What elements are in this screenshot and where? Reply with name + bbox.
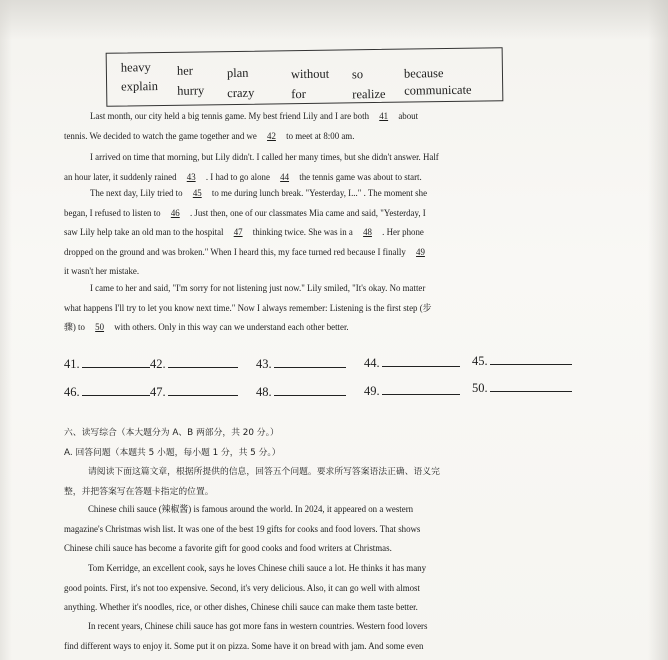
passage-text: saw Lily help take an old man to the hospital [64,227,224,237]
cloze-blank-46: 46 [170,207,180,218]
reading-text: Chinese chili sauce has become a favorite gift for good cooks and food writers at Christmas. [64,543,392,553]
answer-slot-43[interactable] [256,355,346,372]
answer-slot-44[interactable] [364,354,460,371]
section-6-header [64,424,578,502]
passage-text: began, I refused to listen to [64,207,161,218]
reading-paragraph-3 [64,617,578,656]
passage-text: to meet at 8:00 am. [286,130,355,141]
cloze-paragraph-1 [64,107,578,146]
passage-text: the tennis game was about to start. [299,171,422,182]
answer-slot-41[interactable] [64,355,150,372]
passage-text: . Her phone [382,227,424,237]
cloze-blank-42: 42 [267,130,276,141]
passage-text: an hour later, it suddenly rained [64,171,177,182]
passage-text: 骤) to [64,322,85,332]
reading-text: anything. Whether it's noodles, rice, or other dishes, Chinese chili sauce can make them taste better. [64,602,418,612]
answer-number: 45. [472,354,488,368]
cloze-blank-49: 49 [416,246,425,257]
passage-text: dropped on the ground and was broken." When I heard this, my face turned red because I finally [64,246,406,257]
answer-number: 43. [256,357,272,371]
reading-text: magazine's Christmas wish list. It was one of the best 19 gifts for cooks and food lovers. That shows [64,523,421,534]
passage-text: what happens I'll try to let you know next time." Now I always remember: Listening is the first step (步 [64,302,432,313]
word-bank-word: for [291,86,306,102]
passage-text: with others. Only in this way can we understand each other better. [114,322,349,332]
part-a-title: A. 回答问题（本题共 5 小题，每小题 1 分，共 5 分。） [64,447,281,458]
answer-number: 47. [150,385,166,399]
passage-text: I came to her and said, "I'm sorry for not listening just now." Lily smiled, "It's okay. No matter [90,283,426,293]
passage-text: The next day, Lily tried to [90,188,183,198]
reading-text: find different ways to enjoy it. Some put it on pizza. Some have it on bread with jam. And some even [64,640,424,651]
cloze-blank-48: 48 [363,227,372,237]
reading-paragraph-1 [64,500,578,559]
word-bank-word: heavy [120,60,151,75]
reading-text: good points. First, it's not too expensive. Second, it's very delicious. Also, it can go well with almost [64,582,420,593]
passage-text: about [398,111,419,121]
page-shadow-top [0,0,668,40]
answer-number: 46. [64,385,80,399]
cloze-blank-50: 50 [95,322,105,332]
passage-text: . I had to go alone [205,171,270,182]
answer-slot-50[interactable] [472,379,572,396]
reading-text: Tom Kerridge, an excellent cook, says he loves Chinese chili sauce a lot. He thinks it has many [88,563,427,573]
cloze-blank-44: 44 [280,171,290,182]
answer-slot-45[interactable] [472,352,572,369]
word-bank-word: realize [352,86,386,102]
word-bank-word: explain [121,79,159,94]
passage-text: . Just then, one of our classmates Mia came and said, "Yesterday, I [189,207,426,218]
instruction-text: 请阅读下面这篇文章，根据所提供的信息，回答五个问题。要求所写答案语法正确、语义完 [88,467,440,477]
word-bank-box [106,47,504,107]
passage-text: to me during lunch break. "Yesterday, I..." . The moment she [211,188,428,198]
reading-paragraph-2 [64,559,578,618]
answer-slot-49[interactable] [364,382,460,399]
reading-text: Chinese chili sauce (辣椒酱) is famous around the world. In 2024, it appeared on a western [88,504,414,514]
answer-slot-48[interactable] [256,383,346,400]
cloze-blank-41: 41 [379,111,389,121]
answer-number: 42. [150,357,166,371]
answer-number: 50. [472,381,488,395]
passage-text: it wasn't her mistake. [64,266,140,276]
section-title: 六、读写综合（本大题分为 A、B 两部分，共 20 分。） [64,428,279,438]
answer-number: 41. [64,357,80,371]
page-shadow-left [0,0,12,660]
word-bank-word: because [403,66,444,81]
cloze-paragraph-3 [64,184,578,282]
cloze-blank-47: 47 [233,227,243,237]
passage-text: tennis. We decided to watch the game together and we [64,130,257,141]
cloze-blank-43: 43 [186,171,196,182]
answer-slot-42[interactable] [150,355,238,372]
word-bank-word: hurry [177,83,205,98]
passage-text: Last month, our city held a big tennis game. My best friend Lily and I are both [90,111,370,121]
word-bank-word: without [290,66,330,82]
word-bank-word: so [351,67,364,82]
cloze-paragraph-4 [64,279,578,338]
reading-text: In recent years, Chinese chili sauce has got more fans in western countries. Western food lovers [88,621,428,631]
answer-number: 44. [364,356,380,370]
answer-number: 49. [364,384,380,398]
passage-text: I arrived on time that morning, but Lily didn't. I called her many times, but she didn't answer. Half [90,152,439,162]
cloze-paragraph-2 [64,148,578,187]
cloze-blank-45: 45 [192,188,202,198]
answer-slot-46[interactable] [64,383,150,400]
instruction-text: 整，并把答案写在答题卡指定的位置。 [64,486,214,497]
page-shadow-right [648,0,668,660]
word-bank-word: communicate [404,82,472,98]
passage-text: thinking twice. She was in a [252,227,353,237]
word-bank-word: crazy [227,85,255,101]
word-bank-word: her [176,63,193,78]
answer-number: 48. [256,385,272,399]
answer-slot-47[interactable] [150,383,238,400]
word-bank-word: plan [226,65,249,81]
